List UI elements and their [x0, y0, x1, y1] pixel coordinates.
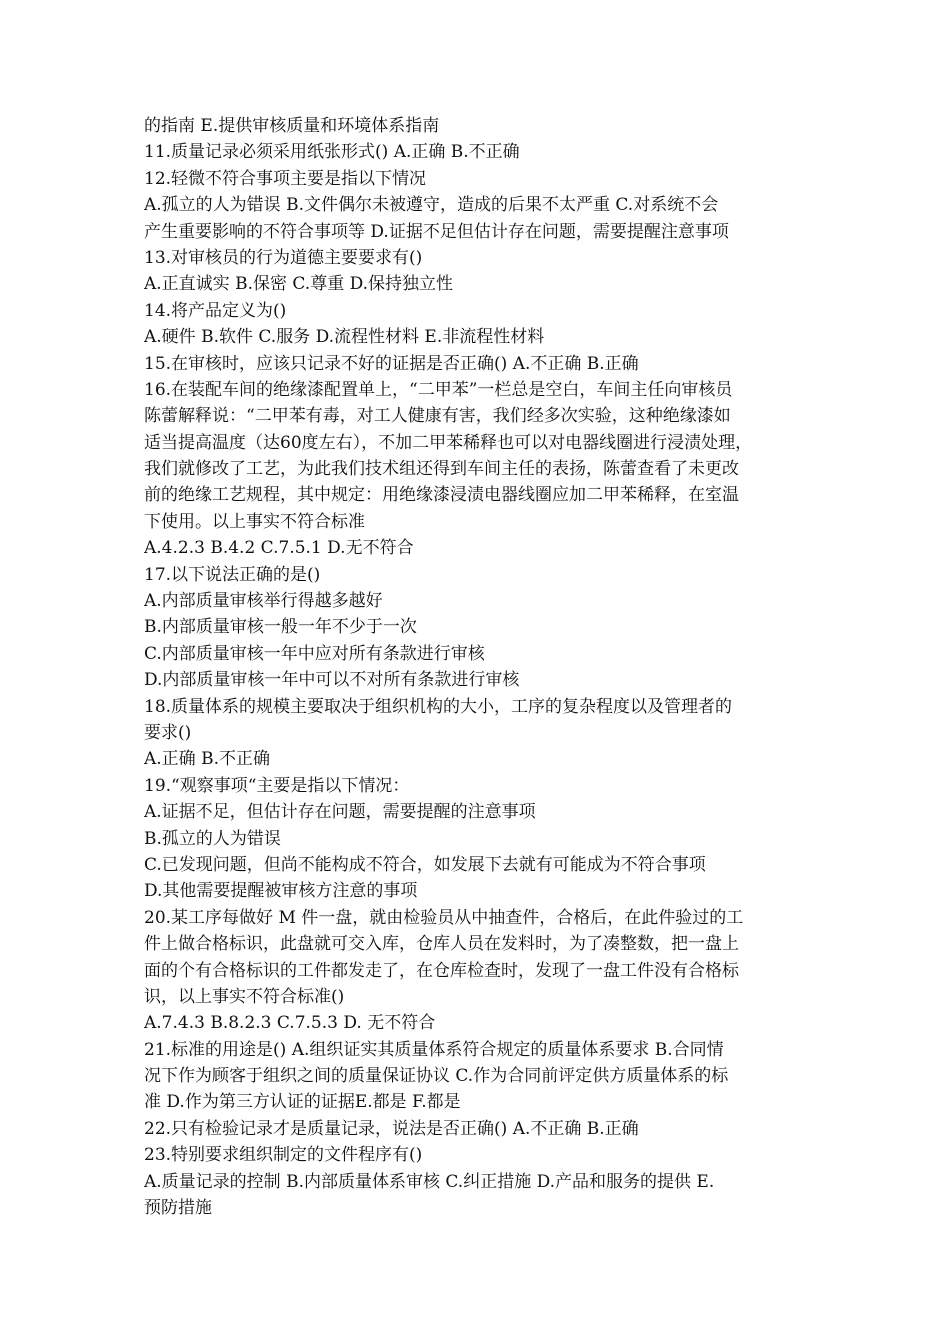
text-line: C.内部质量审核一年中应对所有条款进行审核 [144, 643, 485, 664]
text-line: 前的绝缘工艺规程，其中规定：用绝缘漆浸渍电器线圈应加二甲苯稀释，在室温 [144, 485, 739, 506]
text-line: A.质量记录的控制 B.内部质量体系审核 C.纠正措施 D.产品和服务的提供 E. [144, 1171, 715, 1192]
text-line: 陈蕾解释说：“二甲苯有毒，对工人健康有害，我们经多次实验，这种绝缘漆如 [144, 406, 731, 427]
text-line: 况下作为顾客于组织之间的质量保证协议 C.作为合同前评定供方质量体系的标 [144, 1066, 729, 1087]
text-line: C.已发现问题，但尚不能构成不符合，如发展下去就有可能成为不符合事项 [144, 854, 706, 875]
text-line: A.硬件 B.软件 C.服务 D.流程性材料 E.非流程性材料 [144, 327, 545, 348]
text-line: A.正确 B.不正确 [144, 749, 270, 770]
text-line: B.孤立的人为错误 [144, 828, 281, 849]
text-line: 下使用。以上事实不符合标准 [144, 511, 365, 532]
text-line: A.4.2.3 B.4.2 C.7.5.1 D.无不符合 [144, 538, 414, 559]
text-line: B.内部质量审核一般一年不少于一次 [144, 617, 417, 638]
text-line: A.孤立的人为错误 B.文件偶尔未被遵守，造成的后果不太严重 C.对系统不会 [144, 195, 719, 216]
text-line: 12.轻微不符合事项主要是指以下情况 [144, 168, 427, 189]
text-line: D.其他需要提醒被审核方注意的事项 [144, 881, 418, 902]
text-line: 产生重要影响的不符合事项等 D.证据不足但估计存在问题，需要提醒注意事项 [144, 221, 729, 242]
text-line: 要求() [144, 722, 192, 743]
text-line: 13.对审核员的行为道德主要要求有() [144, 247, 423, 268]
text-line: A.7.4.3 B.8.2.3 C.7.5.3 D. 无不符合 [144, 1013, 436, 1034]
text-line: 15.在审核时，应该只记录不好的证据是否正确() A.不正确 B.正确 [144, 353, 639, 374]
text-line: 21.标准的用途是() A.组织证实其质量体系符合规定的质量体系要求 B.合同情 [144, 1039, 724, 1060]
text-line: 23.特别要求组织制定的文件程序有() [144, 1145, 423, 1166]
document-page [144, 113, 816, 1221]
text-line: A.正直诚实 B.保密 C.尊重 D.保持独立性 [144, 274, 454, 295]
text-line: 的指南 E.提供审核质量和环境体系指南 [144, 116, 440, 136]
text-line: 识，以上事实不符合标准() [144, 986, 345, 1007]
text-line: 17.以下说法正确的是() [144, 564, 321, 585]
text-line: 准 D.作为第三方认证的证据E.都是 F.都是 [144, 1092, 461, 1113]
text-line: 19.“观察事项“主要是指以下情况： [144, 775, 410, 796]
text-line: 适当提高温度（达60度左右），不加二甲苯稀释也可以对电器线圈进行浸渍处理， [144, 432, 753, 453]
text-line: A.内部质量审核举行得越多越好 [144, 591, 383, 612]
text-line: A.证据不足，但估计存在问题，需要提醒的注意事项 [144, 802, 536, 823]
text-line: 20.某工序每做好 M 件一盘，就由检验员从中抽查件，合格后，在此件验过的工 [144, 907, 744, 928]
text-line: 面的个有合格标识的工件都发走了，在仓库检查时，发现了一盘工件没有合格标 [144, 960, 739, 981]
text-line: 14.将产品定义为() [144, 300, 287, 321]
text-line: 我们就修改了工艺，为此我们技术组还得到车间主任的表扬，陈蕾查看了未更改 [144, 459, 739, 480]
text-line: D.内部质量审核一年中可以不对所有条款进行审核 [144, 670, 520, 691]
text-line: 件上做合格标识，此盘就可交入库，仓库人员在发料时，为了凑整数，把一盘上 [144, 934, 739, 955]
text-line: 预防措施 [144, 1198, 212, 1219]
text-line: 18.质量体系的规模主要取决于组织机构的大小，工序的复杂程度以及管理者的 [144, 696, 733, 717]
text-line: 16.在装配车间的绝缘漆配置单上，“二甲苯”一栏总是空白，车间主任向审核员 [144, 379, 733, 400]
text-line: 22.只有检验记录才是质量记录，说法是否正确() A.不正确 B.正确 [144, 1118, 639, 1139]
text-line: 11.质量记录必须采用纸张形式() A.正确 B.不正确 [144, 142, 520, 163]
